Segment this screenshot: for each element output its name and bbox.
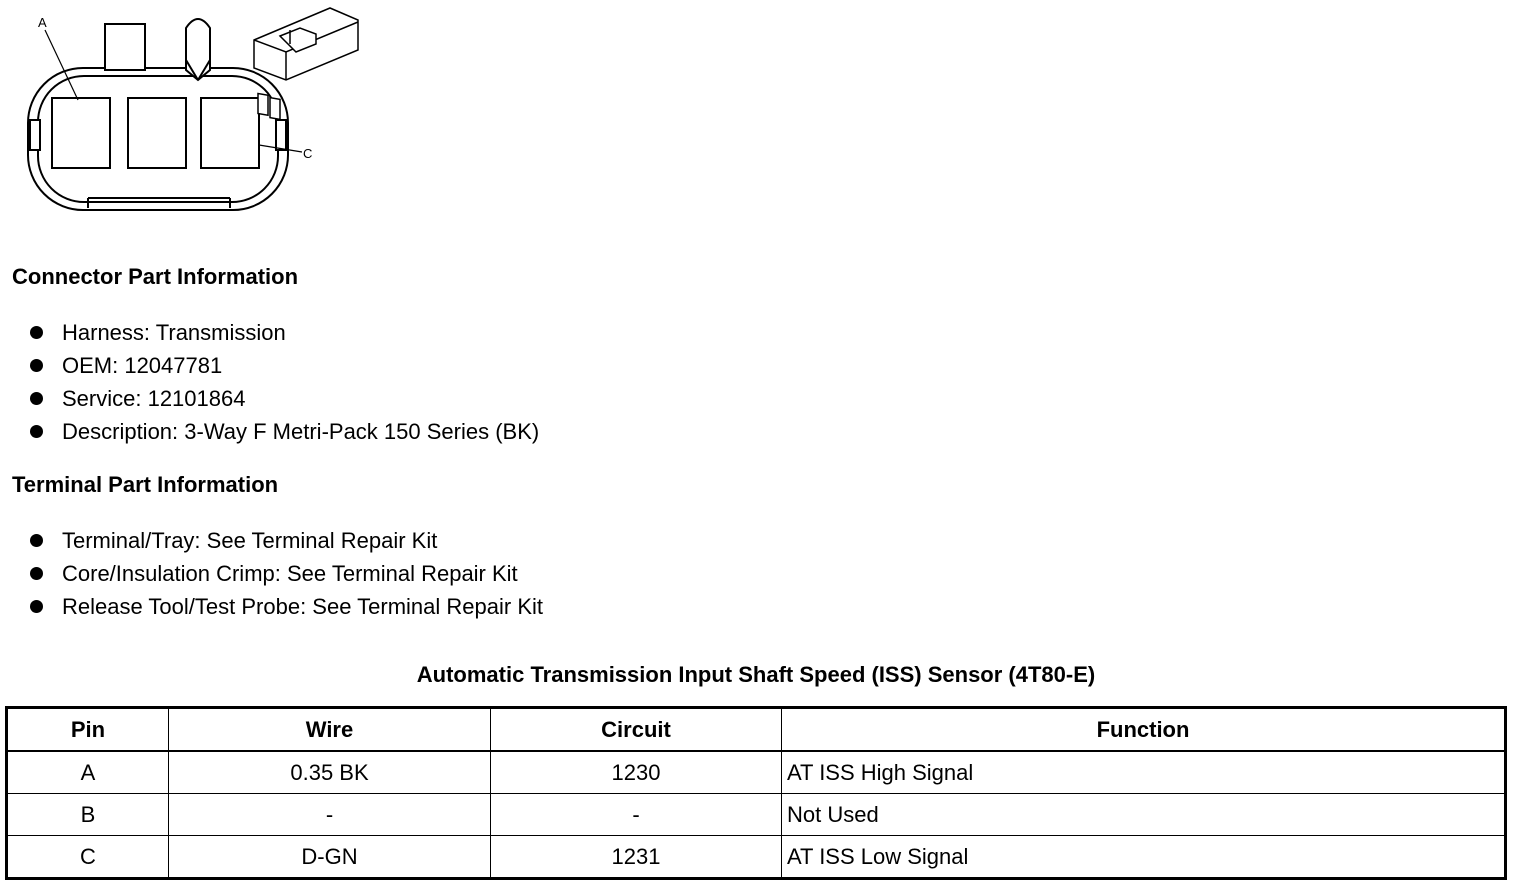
terminal-part-heading: Terminal Part Information <box>12 472 279 497</box>
cell-pin: B <box>7 794 169 836</box>
cell-function: AT ISS High Signal <box>782 751 1506 794</box>
lock-tab <box>105 24 145 70</box>
cell-wire: 0.35 BK <box>169 751 491 794</box>
cell-circuit: 1231 <box>491 836 782 879</box>
bullet-icon <box>30 534 43 547</box>
list-item <box>0 349 539 382</box>
bullet-icon <box>30 392 43 405</box>
pin-label-c: C <box>303 146 313 161</box>
cell-function: AT ISS Low Signal <box>782 836 1506 879</box>
table-row <box>7 836 1506 879</box>
cell-function: Not Used <box>782 794 1506 836</box>
cell-wire: D-GN <box>169 836 491 879</box>
oem-text: OEM: 12047781 <box>62 353 223 378</box>
cell-pin: A <box>7 751 169 794</box>
service-text: Service: 12101864 <box>62 386 246 411</box>
connector-housing-outer <box>28 68 288 210</box>
bullet-icon <box>30 567 43 580</box>
latch-key <box>186 19 210 80</box>
pin-label-a: A <box>38 15 47 30</box>
header-function: Function <box>782 708 1506 752</box>
crimp-text: Core/Insulation Crimp: See Terminal Repair Kit <box>62 561 518 586</box>
header-wire: Wire <box>169 708 491 752</box>
cell-circuit: - <box>491 794 782 836</box>
terminal-tray-text: Terminal/Tray: See Terminal Repair Kit <box>62 528 438 553</box>
cavity-b <box>128 98 186 168</box>
cavity-a <box>52 98 110 168</box>
connector-iso-view <box>254 8 358 119</box>
bullet-icon <box>30 425 43 438</box>
cell-pin: C <box>7 836 169 879</box>
pinout-table <box>5 706 1507 880</box>
harness-text: Harness: Transmission <box>62 320 286 345</box>
header-circuit: Circuit <box>491 708 782 752</box>
terminal-part-list <box>0 524 543 623</box>
description-text: Description: 3-Way F Metri-Pack 150 Series (BK) <box>62 419 540 444</box>
bullet-icon <box>30 326 43 339</box>
list-item <box>0 524 543 557</box>
connector-part-list <box>0 316 539 448</box>
cavity-c <box>201 98 259 168</box>
table-row <box>7 794 1506 836</box>
cell-circuit: 1230 <box>491 751 782 794</box>
connector-part-heading: Connector Part Information <box>12 264 299 289</box>
list-item <box>0 382 539 415</box>
connector-face-diagram <box>0 0 380 225</box>
bullet-icon <box>30 600 43 613</box>
table-title: Automatic Transmission Input Shaft Speed (ISS) Sensor (4T80-E) <box>416 662 1096 687</box>
release-tool-text: Release Tool/Test Probe: See Terminal Repair Kit <box>62 594 543 619</box>
header-pin: Pin <box>7 708 169 752</box>
bullet-icon <box>30 359 43 372</box>
list-item <box>0 415 539 448</box>
list-item <box>0 557 543 590</box>
list-item <box>0 590 543 623</box>
table-header-row <box>7 708 1506 752</box>
list-item <box>0 316 539 349</box>
cell-wire: - <box>169 794 491 836</box>
table-row <box>7 751 1506 794</box>
connector-housing-inner <box>38 76 278 202</box>
